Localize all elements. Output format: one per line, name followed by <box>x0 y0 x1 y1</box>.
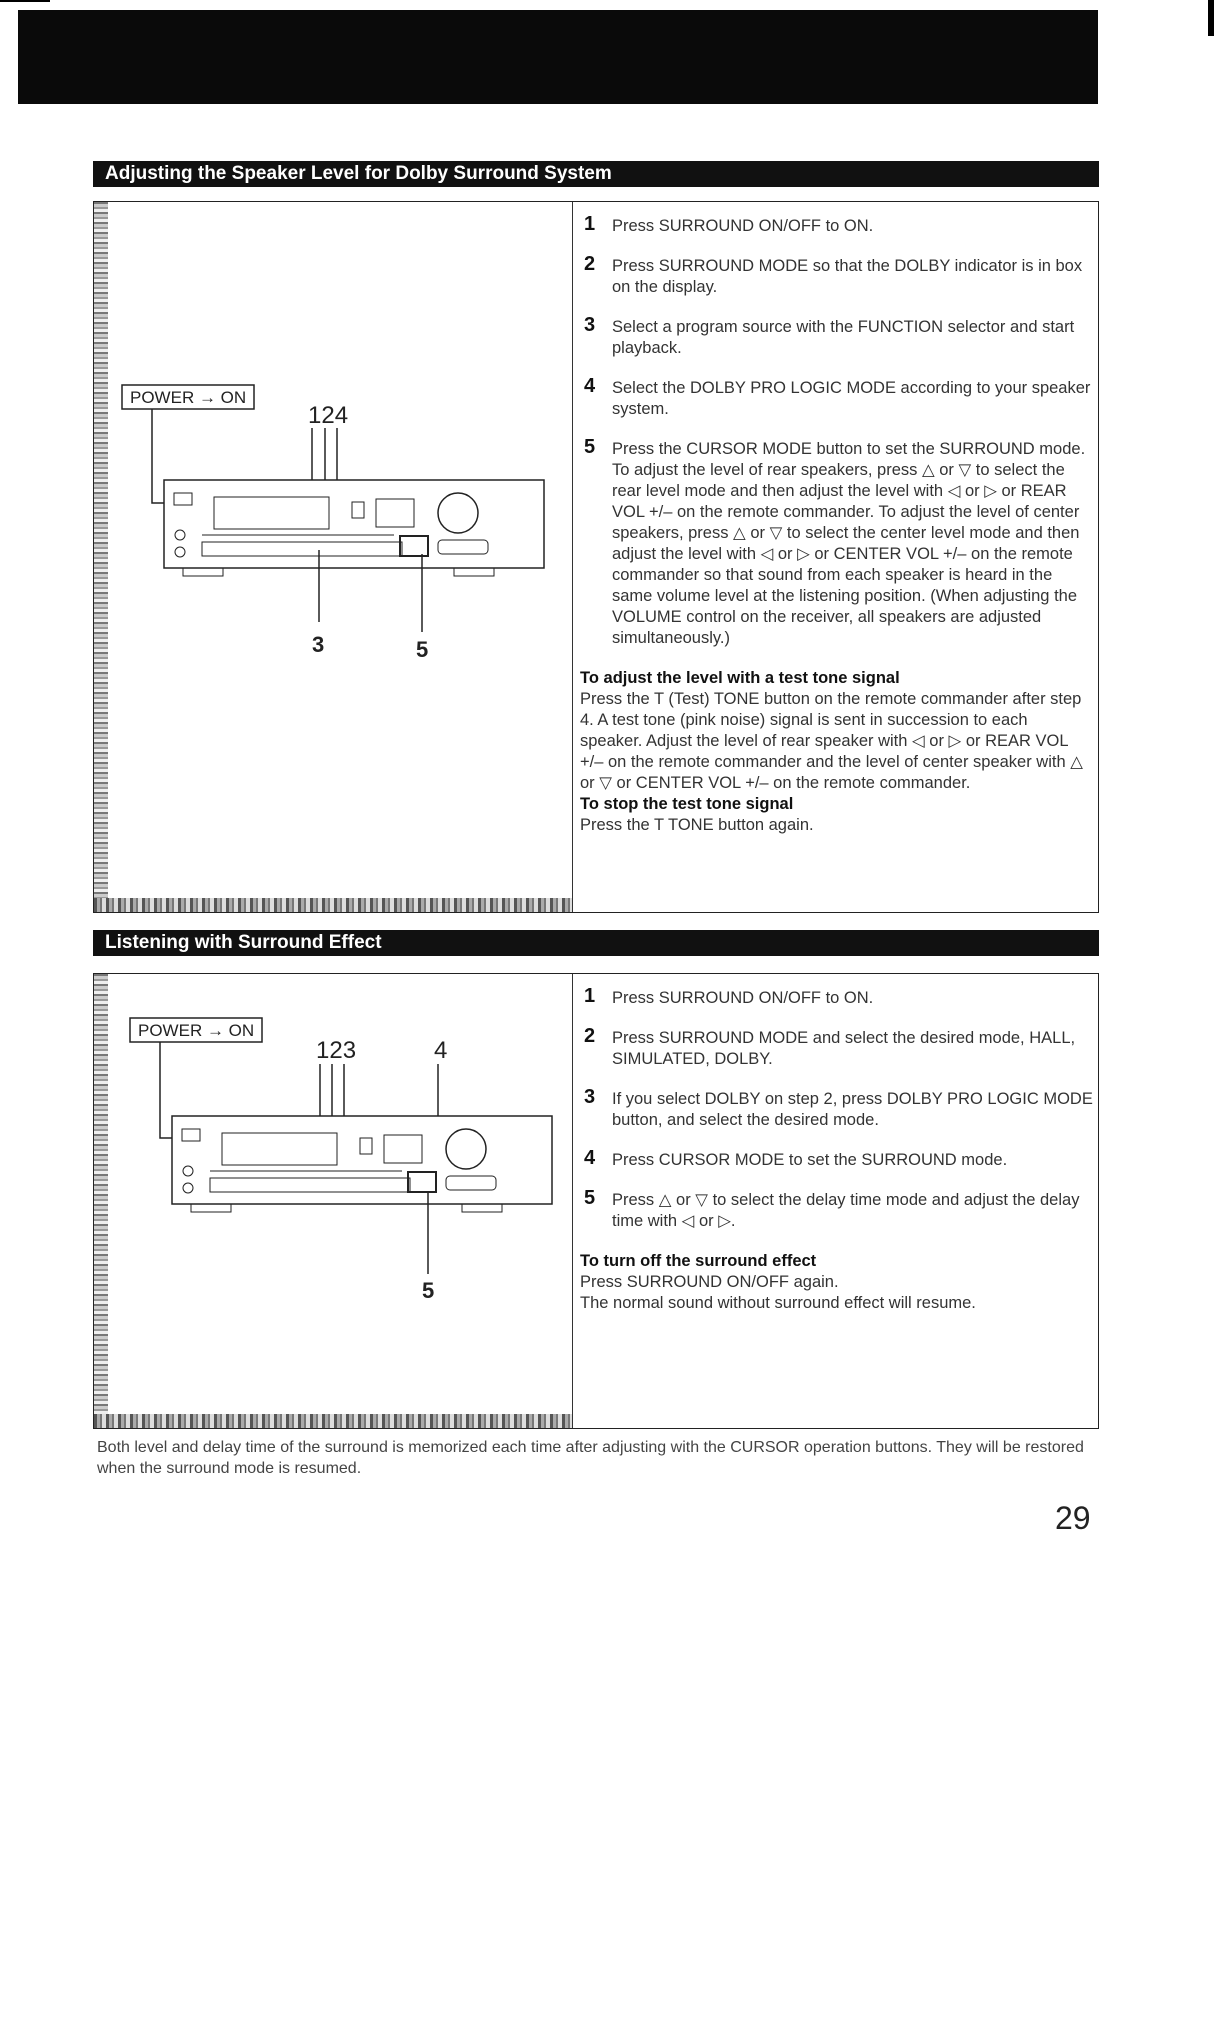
section1-steps <box>580 213 1094 836</box>
footnote: Both level and delay time of the surround is memorized each time after adjusting with the CURSOR operation buttons. They will be restored when the surround mode is resumed. <box>97 1439 1084 1477</box>
power-label: POWER → ON <box>138 1021 255 1040</box>
step-number: 1 <box>584 985 596 1007</box>
step-text: Select a program source with the FUNCTION selector and start playback. <box>612 318 1075 357</box>
stop-tone-heading: To stop the test tone signal <box>580 795 794 813</box>
step-number: 4 <box>584 375 596 397</box>
step-item <box>584 1147 1094 1171</box>
callout-5: 5 <box>422 1278 435 1303</box>
step-text: Press CURSOR MODE to set the SURROUND mode. <box>612 1151 1008 1169</box>
callout-4: 4 <box>434 1037 448 1064</box>
test-tone-body: Press the T (Test) TONE button on the remote commander after step 4. A test tone (pink noise) signal is sent in succession to each speaker. Adjust the level of rear speaker with ◁ or ▷ or REAR VOL +/– on the remote commander and the level of center speaker with △ or ▽ or CENTER VOL +/– on the remote commander. <box>580 690 1083 792</box>
step-number: 2 <box>584 253 596 275</box>
power-label: POWER → ON <box>130 388 247 407</box>
section2-box <box>93 973 1099 1429</box>
step-text: Press SURROUND ON/OFF to ON. <box>612 217 874 235</box>
section1-title: Adjusting the Speaker Level for Dolby Surround System <box>93 161 1099 187</box>
step-item <box>584 375 1094 420</box>
column-divider <box>572 202 573 912</box>
step-number: 3 <box>584 314 596 336</box>
test-tone-block <box>580 668 1094 836</box>
step-number: 5 <box>584 1187 596 1209</box>
section2-steps <box>580 985 1094 1314</box>
step-item <box>584 213 1094 237</box>
step-text: Press SURROUND MODE and select the desired mode, HALL, SIMULATED, DOLBY. <box>612 1029 1076 1068</box>
step-item <box>584 253 1094 298</box>
header-band <box>18 10 1098 104</box>
top-rule <box>0 0 50 2</box>
corner-mark <box>1208 0 1214 36</box>
step-number: 2 <box>584 1025 596 1047</box>
step-item <box>584 985 1094 1009</box>
step-text: Press SURROUND ON/OFF to ON. <box>612 989 874 1007</box>
step-text: Press the CURSOR MODE button to set the SURROUND mode. To adjust the level of rear speakers, press △ or ▽ to select the rear level mode and then adjust the level with ◁ or ▷ or REAR VOL +/– on the remote commander. To adjust the level of center speakers, press △ or ▽ to select the center level mode and then adjust the level with ◁ or ▷ or CENTER VOL +/– on the remote commander so that sound from each speaker is heard in the same volume level at the listening position. (When adjusting the VOLUME control on the receiver, all speakers are adjusted simultaneously.) <box>612 440 1086 647</box>
receiver-diagram-1 <box>94 202 572 914</box>
step-text: Press SURROUND MODE so that the DOLBY indicator is in box on the display. <box>612 257 1083 296</box>
step-item <box>584 1025 1094 1070</box>
callout-3: 3 <box>312 632 325 657</box>
step-text: Select the DOLBY PRO LOGIC MODE according to your speaker system. <box>612 379 1091 418</box>
receiver-body <box>172 1116 552 1204</box>
step-number: 5 <box>584 436 596 458</box>
step-number: 1 <box>584 213 596 235</box>
section1-box <box>93 201 1099 913</box>
step-text: Press △ or ▽ to select the delay time mode and adjust the delay time with ◁ or ▷. <box>612 1191 1080 1230</box>
step-text: If you select DOLBY on step 2, press DOLBY PRO LOGIC MODE button, and select the desired mode. <box>612 1090 1093 1129</box>
turn-off-heading: To turn off the surround effect <box>580 1252 817 1270</box>
callout-5: 5 <box>416 637 429 662</box>
step-number: 4 <box>584 1147 596 1169</box>
receiver-body <box>164 480 544 568</box>
step-item <box>584 436 1094 649</box>
turn-off-line1: Press SURROUND ON/OFF again. <box>580 1273 839 1291</box>
receiver-diagram-2 <box>94 974 572 1430</box>
page-number: 29 <box>1055 1500 1091 1536</box>
section2-title: Listening with Surround Effect <box>93 930 1099 956</box>
turn-off-block <box>580 1251 1094 1314</box>
stop-tone-body: Press the T TONE button again. <box>580 816 814 834</box>
step-item <box>584 1187 1094 1232</box>
callout-124: 124 <box>308 402 349 429</box>
step-item <box>584 1086 1094 1131</box>
step-item <box>584 314 1094 359</box>
turn-off-line2: The normal sound without surround effect will resume. <box>580 1294 976 1312</box>
step-number: 3 <box>584 1086 596 1108</box>
callout-123: 123 <box>316 1037 357 1064</box>
column-divider <box>572 974 573 1428</box>
test-tone-heading: To adjust the level with a test tone signal <box>580 669 900 687</box>
